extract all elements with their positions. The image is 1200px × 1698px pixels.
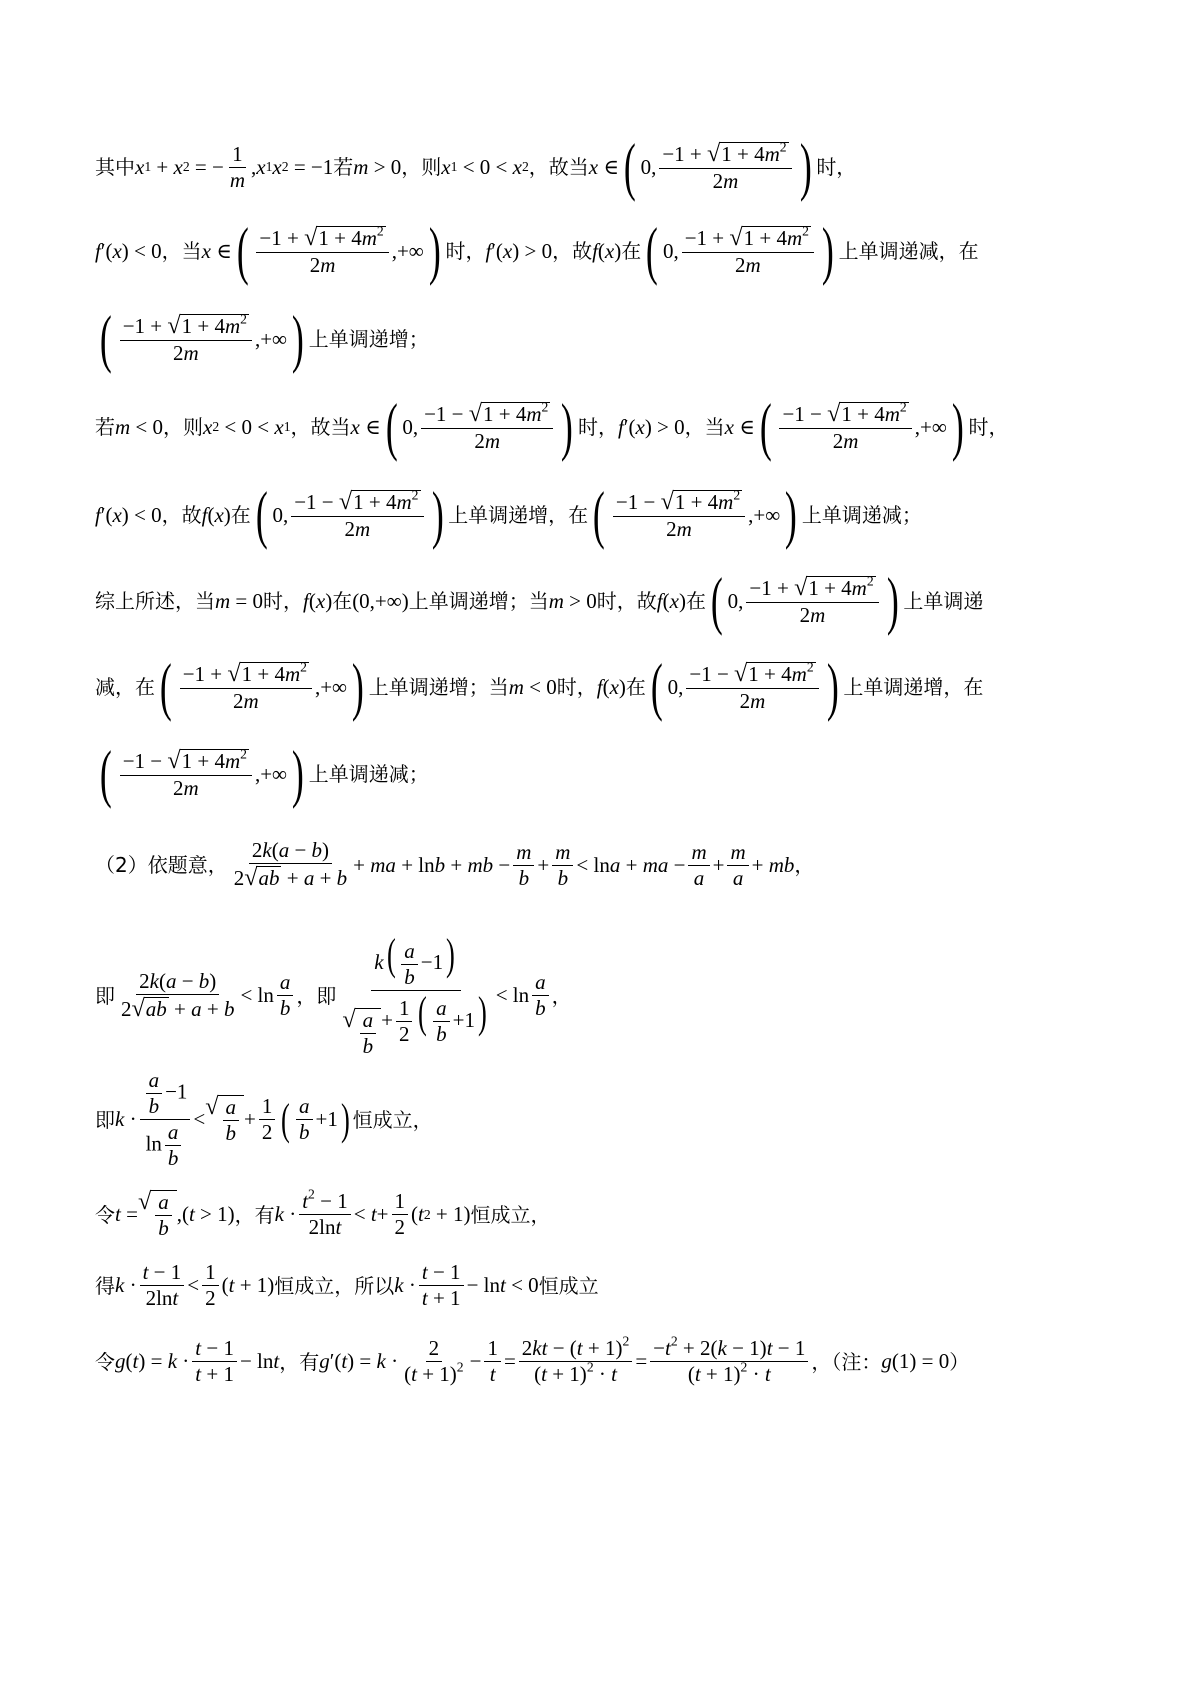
- line-12: 令 t = √ $\frac{a}{b}$ ,( t > 1) ，有 k · $\frac{t^2 - 1}{2\ln t}$ < t + $\frac{1}{2}$ ( t 2 + 1) 恒成立，: [95, 1186, 551, 1240]
- line-8: ( −1 − √ $1 + 4m^2$ 2m ,+∞ ) 上单调递减；: [99, 738, 429, 810]
- fraction: $\frac{a}{b}$ −1 ln $\frac{a}{b}$: [140, 1070, 191, 1169]
- fraction: −1 − √ $1 + 4m^2$ 2m: [686, 662, 818, 712]
- line-10: 即 2k(a − b) 2 √ ab + a + b < ln $\frac{a}{b}$ ，即 k( $\frac{a}{b}$ −1) √ $\frac{a}{b}$ + $\frac{1}{2}$ ( $\frac{a}{b}$ +1) < ln $\frac{a}{b}$ ，: [95, 930, 572, 1058]
- line-14: 令 g ( t ) = k · $\frac{t - 1}{t + 1}$ − ln t ，有 g ′( t ) = k · $\frac{2}{(t + 1)^2}$ − $\frac{1}{t}$ = $\frac{2kt - (t + 1)^2}{(t + 1)^2 \cdot t}$ = $\frac{-t^2 + 2(k - 1)t - 1}{(t + 1)^2 \cdot t}$ ，（注： g (1) = 0 ）: [95, 1333, 970, 1386]
- fraction: $\frac{2kt - (t + 1)^2}{(t + 1)^2 \cdot t}$: [519, 1338, 633, 1385]
- fraction: $\frac{1}{2}$: [259, 1096, 276, 1143]
- fraction: −1 − √ $1 + 4m^2$ 2m: [613, 490, 745, 540]
- line-5: f ′( x ) < 0 ，故 f ( x ) 在 ( 0, −1 − √ $1 + 4m^2$ 2m ) 上单调递增，在 ( −1 − √ $1 + 4m^2$ 2m ,+∞ ) 上单调递减；: [95, 479, 922, 551]
- line-6: 综上所述，当 m = 0 时， f ( x ) 在 (0,+∞) 上单调递增；当 m > 0 时，故 f ( x ) 在 ( 0, −1 + √ $1 + 4m^2$ 2m ) 上单调递: [95, 565, 984, 637]
- fraction: $\frac{a}{b}$: [277, 972, 294, 1019]
- fraction: −1 + √ $1 + 4m^2$ 2m: [659, 142, 791, 192]
- fraction: −1 − √ $1 + 4m^2$ 2m: [291, 490, 423, 540]
- line-1: 其中 x 1 + x 2 = − $\frac{1}{m}$ , x 1 x 2 = −1 若 m > 0 ，则 x 1 < 0 < x 2 ，故当 x ∈ ( 0, −1 + √ $1 + 4m^2$ 2m ) 时，: [95, 131, 857, 203]
- line-7: 减，在 ( −1 + √ $1 + 4m^2$ 2m ,+∞ ) 上单调递增；当 m < 0 时， f ( x ) 在 ( 0, −1 − √ $1 + 4m^2$ 2m ) 上单调递增，在: [95, 651, 984, 723]
- fraction: $\frac{1}{m}$: [229, 141, 246, 192]
- fraction: $\frac{2}{(t + 1)^2}$: [404, 1336, 464, 1386]
- fraction: $\frac{m}{a}$: [688, 842, 709, 889]
- line-13: 得 k · $\frac{t - 1}{2\ln t}$ < $\frac{1}{2}$ ( t + 1) 恒成立，所以 k · $\frac{t - 1}{t + 1}$ − ln t < 0 恒成立: [95, 1260, 599, 1310]
- fraction: $\frac{t - 1}{t + 1}$: [192, 1338, 237, 1385]
- fraction: $\frac{1}{2}$: [202, 1262, 219, 1309]
- fraction: −1 − √ $1 + 4m^2$ 2m: [120, 749, 252, 799]
- fraction: $\frac{-t^2 + 2(k - 1)t - 1}{(t + 1)^2 \cdot t}$: [650, 1338, 808, 1385]
- line-2: f ′( x ) < 0 ，当 x ∈ ( −1 + √ $1 + 4m^2$ 2m ,+∞ ) 时， f ′( x ) > 0 ，故 f ( x ) 在 ( 0, −1 + √ $1 + 4m^2$ 2m ) 上单调递减，在: [95, 215, 979, 287]
- fraction: $\frac{m}{b}$: [552, 842, 573, 889]
- fraction: −1 − √ $1 + 4m^2$ 2m: [421, 402, 553, 452]
- line-4: 若 m < 0 ，则 x 2 < 0 < x 1 ，故当 x ∈ ( 0, −1 − √ $1 + 4m^2$ 2m ) 时， f ′( x ) > 0 ，当 x ∈ ( −1 − √ $1 + 4m^2$ 2m ,+∞ ) 时，: [95, 391, 1009, 463]
- line-9: （2）依题意， 2k(a − b) 2 √ ab + a + b + ma + ln b + mb − $\frac{m}{b}$ + $\frac{m}{b}$ < ln a + ma − $\frac{m}{a}$ + $\frac{m}{a}$ + mb ，: [95, 838, 815, 891]
- fraction: −1 + √ $1 + 4m^2$ 2m: [256, 226, 388, 276]
- fraction: k( $\frac{a}{b}$ −1) √ $\frac{a}{b}$ + $\frac{1}{2}$ ( $\frac{a}{b}$ +1): [342, 930, 487, 1058]
- fraction: $\frac{m}{b}$: [513, 842, 534, 889]
- line-3: ( −1 + √ $1 + 4m^2$ 2m ,+∞ ) 上单调递增；: [99, 303, 429, 375]
- fraction: −1 + √ $1 + 4m^2$ 2m: [180, 662, 312, 712]
- fraction: $\frac{1}{t}$: [484, 1338, 501, 1385]
- fraction: $\frac{t - 1}{t + 1}$: [419, 1262, 464, 1309]
- fraction: $\frac{t - 1}{2\ln t}$: [140, 1262, 185, 1309]
- line-11: 即 k · $\frac{a}{b}$ −1 ln $\frac{a}{b}$ < √ $\frac{a}{b}$ + $\frac{1}{2}$ ( $\frac{a}{b}$ +1 ) 恒成立，: [95, 1068, 433, 1170]
- fraction: $\frac{t^2 - 1}{2\ln t}$: [299, 1191, 351, 1238]
- fraction: −1 + √ $1 + 4m^2$ 2m: [746, 576, 878, 626]
- fraction: −1 + √ $1 + 4m^2$ 2m: [682, 226, 814, 276]
- fraction: −1 + √ $1 + 4m^2$ 2m: [120, 314, 252, 364]
- fraction: 2k(a − b) 2 √ ab + a + b: [121, 968, 235, 1022]
- fraction: $\frac{m}{a}$: [727, 842, 748, 889]
- fraction: $\frac{1}{2}$: [392, 1191, 409, 1238]
- fraction: −1 − √ $1 + 4m^2$ 2m: [779, 402, 911, 452]
- fraction: $\frac{a}{b}$: [532, 972, 549, 1019]
- fraction: 2k(a − b) 2 √ ab + a + b: [233, 838, 348, 891]
